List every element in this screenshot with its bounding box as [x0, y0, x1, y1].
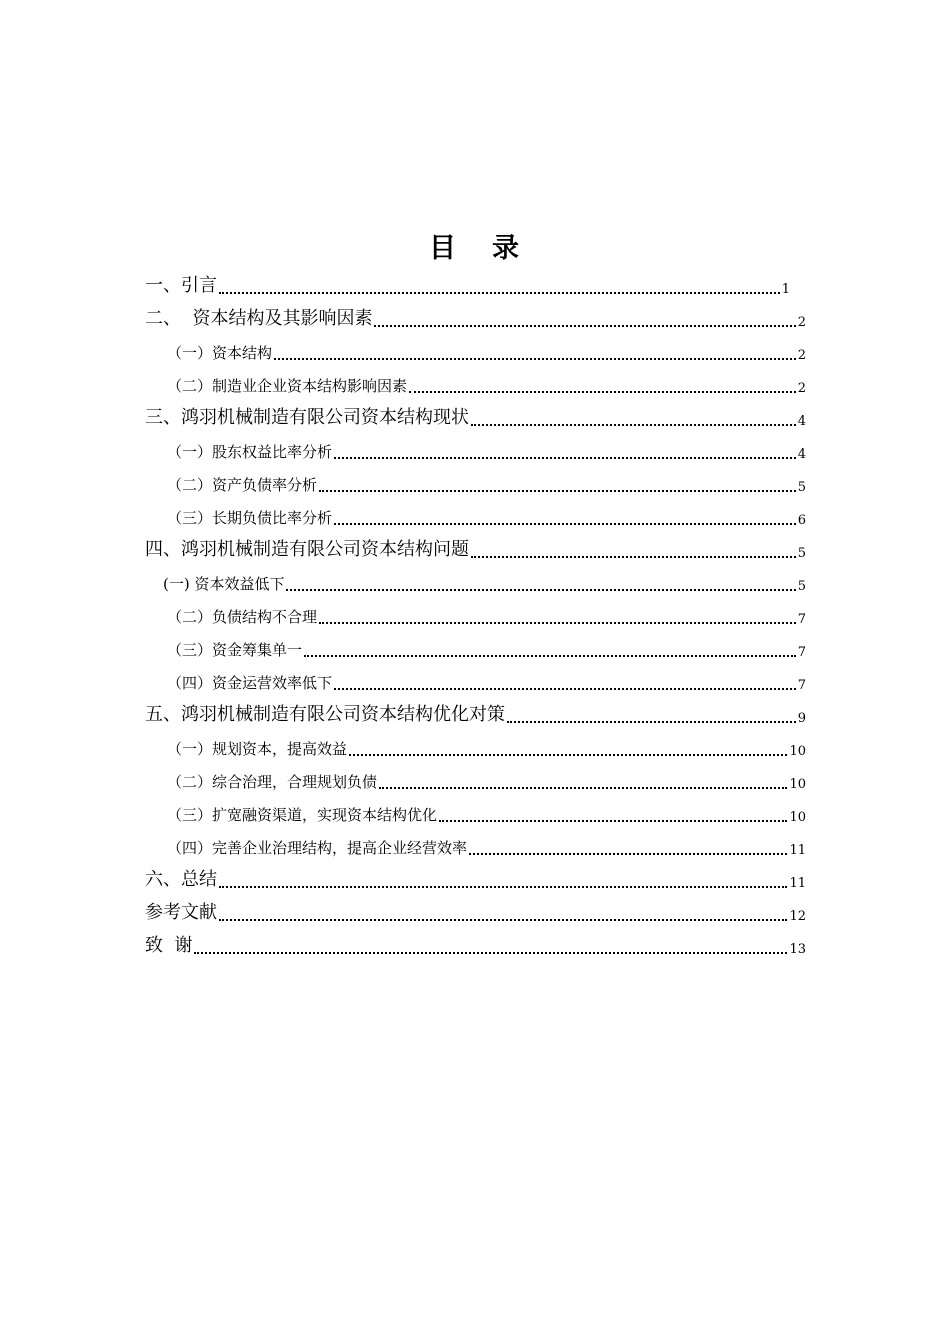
toc-entry-page: 4 [797, 414, 806, 429]
toc-entry[interactable] [167, 664, 806, 694]
toc-entry-text: （一）资本结构 [167, 344, 273, 362]
toc-leader-dots [319, 490, 796, 492]
toc-entry-text: 一、引言 [145, 275, 217, 296]
toc-entry-page: 12 [789, 909, 806, 924]
toc-entry[interactable] [145, 532, 806, 562]
toc-entry-page: 6 [797, 513, 806, 528]
toc-leader-dots [349, 754, 787, 756]
toc-title [0, 226, 950, 265]
toc-entry-page: 2 [797, 381, 806, 396]
toc-leader-dots [219, 292, 780, 294]
toc-entry-page: 2 [797, 348, 806, 363]
toc-title-char-2: 录 [492, 233, 521, 264]
toc-entry[interactable] [167, 631, 806, 661]
toc-entry-page: 9 [797, 711, 806, 726]
toc-title-char-1: 目 [429, 233, 458, 264]
toc-entry[interactable] [145, 928, 806, 958]
toc-entry[interactable] [145, 895, 806, 925]
toc-entry-page: 7 [797, 678, 806, 693]
toc-entry-page: 7 [797, 645, 806, 660]
toc-entry-text: (一) 资本效益低下 [163, 575, 285, 593]
toc-entry-text: （四）完善企业治理结构，提高企业经营效率 [167, 839, 468, 857]
toc-entry[interactable] [167, 433, 806, 463]
toc-entry-text: （二）制造业企业资本结构影响因素 [167, 377, 408, 395]
toc-entry-page: 10 [789, 777, 806, 792]
toc-leader-dots [286, 589, 795, 591]
toc-entry-page: 5 [797, 480, 806, 495]
toc-entry-page: 11 [789, 876, 806, 891]
toc-leader-dots [409, 391, 796, 393]
toc-leader-dots [334, 457, 796, 459]
toc-entry-page: 7 [797, 612, 806, 627]
toc-entry-text: （三）资金筹集单一 [167, 641, 303, 659]
toc-entry-page: 10 [789, 744, 806, 759]
toc-entry-text: （二）综合治理，合理规划负债 [167, 773, 378, 791]
toc-entry-page: 10 [789, 810, 806, 825]
toc-entry[interactable] [145, 862, 806, 892]
toc-entry-page: 1 [781, 282, 790, 297]
toc-entry-text: 五、鸿羽机械制造有限公司资本结构优化对策 [145, 704, 505, 725]
toc-entry[interactable] [167, 499, 806, 529]
toc-entry-text: （三）长期负债比率分析 [167, 509, 333, 527]
toc-leader-dots [304, 655, 796, 657]
toc-entry-text: 三、鸿羽机械制造有限公司资本结构现状 [145, 407, 469, 428]
toc-entry[interactable] [145, 697, 806, 727]
toc-entry[interactable] [145, 301, 806, 331]
toc-entry[interactable] [167, 730, 806, 760]
toc-leader-dots [219, 919, 787, 921]
toc-leader-dots [469, 853, 787, 855]
toc-entry-text: 二、 资本结构及其影响因素 [145, 308, 373, 329]
toc-leader-dots [219, 886, 787, 888]
toc-leader-dots [319, 622, 796, 624]
toc-entry[interactable] [145, 400, 806, 430]
toc-entry-text: 四、鸿羽机械制造有限公司资本结构问题 [145, 539, 469, 560]
toc-entry-page: 11 [789, 843, 806, 858]
toc-leader-dots [194, 952, 787, 954]
toc-entry-text: （一）股东权益比率分析 [167, 443, 333, 461]
toc-leader-dots [507, 721, 796, 723]
toc-entry[interactable] [167, 796, 806, 826]
toc-entry[interactable] [167, 829, 806, 859]
toc-leader-dots [274, 358, 796, 360]
toc-entry[interactable] [167, 598, 806, 628]
toc-entry-text: （三）扩宽融资渠道，实现资本结构优化 [167, 806, 438, 824]
toc-entry-page: 5 [797, 546, 806, 561]
toc-entry-text: （一）规划资本，提高效益 [167, 740, 348, 758]
toc-leader-dots [334, 523, 796, 525]
toc-leader-dots [471, 424, 796, 426]
toc-entry[interactable] [145, 268, 790, 298]
toc-entry-text: （二）负债结构不合理 [167, 608, 318, 626]
toc-entry[interactable] [167, 334, 806, 364]
toc-entry-page: 5 [797, 579, 806, 594]
toc-leader-dots [471, 556, 796, 558]
toc-leader-dots [439, 820, 787, 822]
toc-leader-dots [379, 787, 787, 789]
toc-entry-page: 13 [789, 942, 806, 957]
toc-entry-text: （四）资金运营效率低下 [167, 674, 333, 692]
toc-entry[interactable] [167, 466, 806, 496]
toc-entry-text: 参考文献 [145, 902, 217, 923]
toc-leader-dots [334, 688, 796, 690]
toc-entry-text: 致 谢 [145, 935, 193, 956]
toc-entry-text: 六、总结 [145, 869, 217, 890]
toc-entry-page: 4 [797, 447, 806, 462]
toc-entry-text: （二）资产负债率分析 [167, 476, 318, 494]
toc-entry[interactable] [167, 763, 806, 793]
toc-entry-page: 2 [797, 315, 806, 330]
toc-entry[interactable] [163, 565, 806, 595]
toc-entry[interactable] [167, 367, 806, 397]
toc-leader-dots [374, 325, 795, 327]
